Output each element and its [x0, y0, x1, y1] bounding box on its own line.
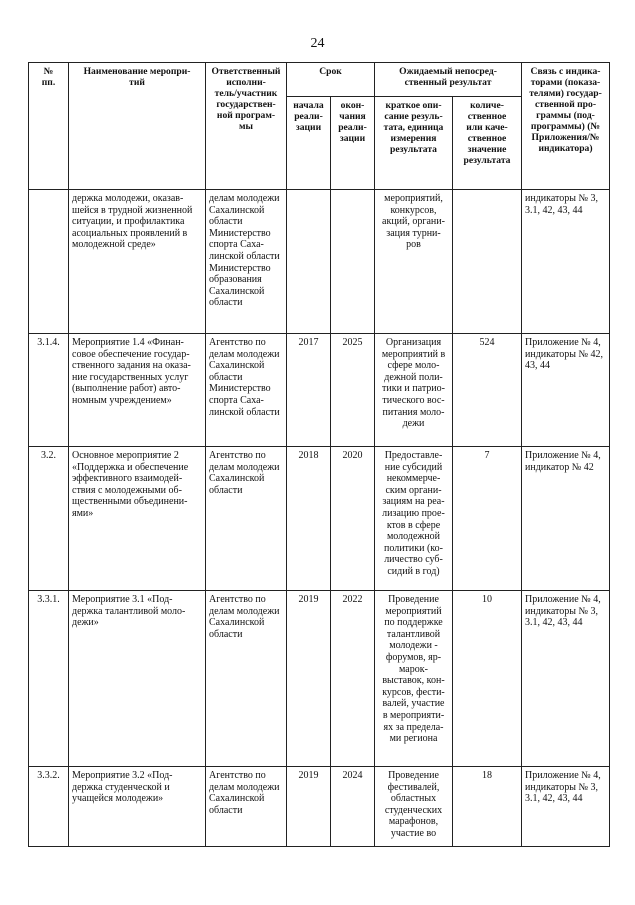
cell-start — [287, 190, 331, 334]
cell-result-desc: Проведение мероприятий по поддержке талантливой молодежи - форумов, яр- марок- выставок, кон- курсов, фести- валей, участие в мероприяти- ях за предела- ми региона — [375, 591, 453, 767]
table-row — [29, 767, 610, 847]
table-row — [29, 447, 610, 591]
cell-result-desc: Организация мероприятий в сфере моло- дежной поли- тики и патрио- тического вос- питания моло- дежи — [375, 334, 453, 447]
cell-responsible: делам молодежи Сахалинской области Министерство спорта Саха- линской области Министерство образования Сахалинской области — [206, 190, 287, 334]
table-row — [29, 591, 610, 767]
cell-name: Мероприятие 1.4 «Финан- совое обеспечение государ- ственного задания на оказа- ние государственных услуг (выполнение работ) авто- номным учреждением» — [69, 334, 206, 447]
measures-table — [28, 62, 610, 847]
cell-responsible: Агентство по делам молодежи Сахалинской области Министерство спорта Саха- линской области — [206, 334, 287, 447]
header-result-qty: количе- ственное или каче- ственное значение результата — [453, 97, 522, 190]
cell-end — [331, 190, 375, 334]
cell-indicator-link: Приложение № 4, индикаторы № 3, 3.1, 42, 43, 44 — [522, 767, 610, 847]
cell-start: 2018 — [287, 447, 331, 591]
cell-responsible: Агентство по делам молодежи Сахалинской области — [206, 591, 287, 767]
cell-result-desc: мероприятий, конкурсов, акций, органи- зация турни- ров — [375, 190, 453, 334]
cell-result-qty — [453, 190, 522, 334]
cell-num: 3.2. — [29, 447, 69, 591]
header-name: Наименование меропри- тий — [69, 63, 206, 190]
table-row — [29, 190, 610, 334]
cell-name: Мероприятие 3.2 «Под- держка студенческой и учащейся молодежи» — [69, 767, 206, 847]
header-term: Срок — [287, 63, 375, 97]
header-indicator-link: Связь с индика- торами (показа- телями) государ- ственной про- граммы (под- программы) (№ Приложения/№ индикатора) — [522, 63, 610, 190]
header-result-desc: краткое опи- сание резуль- тата, единица измерения результата — [375, 97, 453, 190]
cell-end: 2025 — [331, 334, 375, 447]
cell-name: Основное мероприятие 2 «Поддержка и обеспечение эффективного взаимодей- ствия с молодежными об- щественными объединени- ями» — [69, 447, 206, 591]
header-row-top — [29, 63, 610, 97]
cell-end: 2024 — [331, 767, 375, 847]
cell-result-desc: Проведение фестивалей, областных студенческих марафонов, участие во — [375, 767, 453, 847]
cell-name: держка молодежи, оказав- шейся в трудной жизненной ситуации, и профилактика асоциальных проявлений в молодежной среде» — [69, 190, 206, 334]
cell-result-qty: 18 — [453, 767, 522, 847]
header-result: Ожидаемый непосред- ственный результат — [375, 63, 522, 97]
header-num: № пп. — [29, 63, 69, 190]
cell-indicator-link: индикаторы № 3, 3.1, 42, 43, 44 — [522, 190, 610, 334]
cell-responsible: Агентство по делам молодежи Сахалинской области — [206, 447, 287, 591]
cell-start: 2017 — [287, 334, 331, 447]
cell-indicator-link: Приложение № 4, индикаторы № 42, 43, 44 — [522, 334, 610, 447]
cell-indicator-link: Приложение № 4, индикатор № 42 — [522, 447, 610, 591]
cell-num: 3.3.2. — [29, 767, 69, 847]
page-number: 24 — [310, 36, 325, 51]
header-term-start: начала реали- зации — [287, 97, 331, 190]
cell-result-qty: 524 — [453, 334, 522, 447]
cell-num: 3.1.4. — [29, 334, 69, 447]
cell-name: Мероприятие 3.1 «Под- держка талантливой моло- дежи» — [69, 591, 206, 767]
cell-indicator-link: Приложение № 4, индикаторы № 3, 3.1, 42, 43, 44 — [522, 591, 610, 767]
cell-end: 2022 — [331, 591, 375, 767]
cell-num — [29, 190, 69, 334]
cell-end: 2020 — [331, 447, 375, 591]
cell-result-desc: Предоставле- ние субсидий некоммерче- ским органи- зациям на реа- лизацию прое- ктов в сфере молодежной политики (ко- личество суб- сидий в год) — [375, 447, 453, 591]
cell-result-qty: 7 — [453, 447, 522, 591]
cell-start: 2019 — [287, 591, 331, 767]
cell-num: 3.3.1. — [29, 591, 69, 767]
header-term-end: окон- чания реали- зации — [331, 97, 375, 190]
cell-result-qty: 10 — [453, 591, 522, 767]
header-responsible: Ответственный исполни- тель/участник государствен- ной програм- мы — [206, 63, 287, 190]
table-row — [29, 334, 610, 447]
cell-responsible: Агентство по делам молодежи Сахалинской области — [206, 767, 287, 847]
cell-start: 2019 — [287, 767, 331, 847]
